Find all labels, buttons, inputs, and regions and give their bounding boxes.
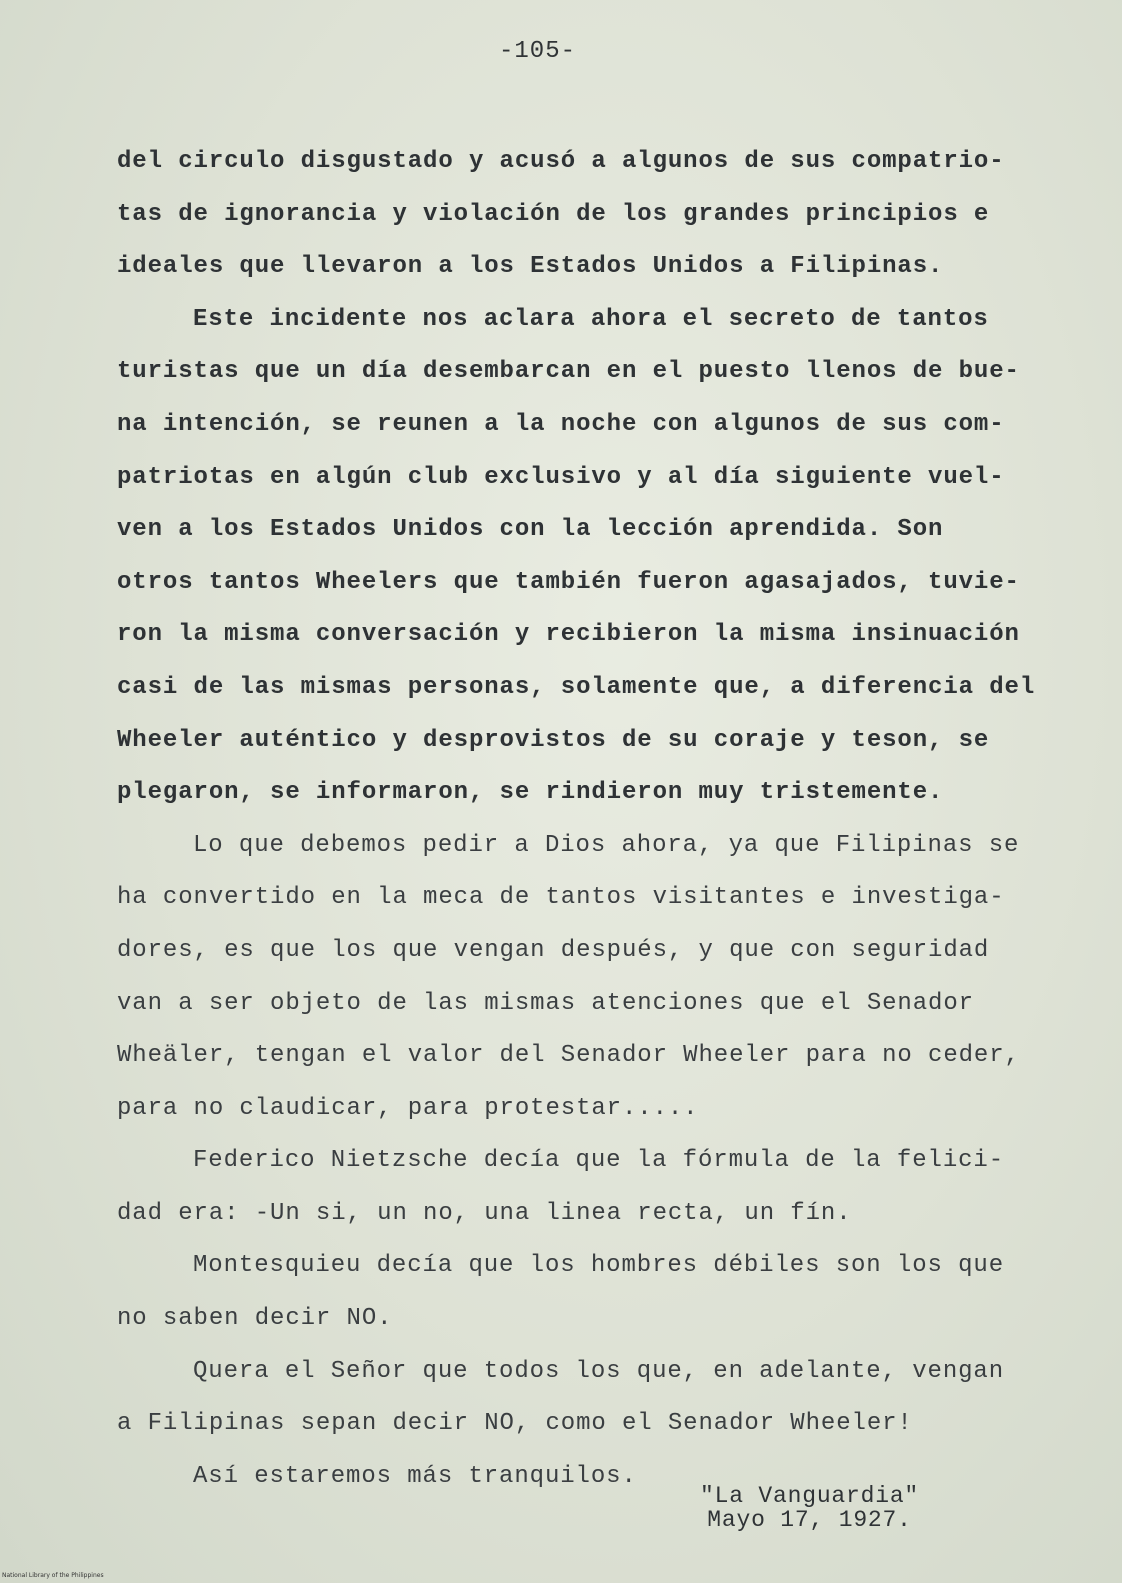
text-line: para no claudicar, para protestar..... — [117, 1094, 699, 1122]
text-line: van a ser objeto de las mismas atenciones que el Senador — [117, 989, 974, 1017]
text-line: Wheeler auténtico y desprovistos de su coraje y teson, se — [117, 726, 990, 754]
text-line: ven a los Estados Unidos con la lección aprendida. Son — [117, 516, 944, 544]
paragraph-start-line: Quera el Señor que todos los que, en adelante, vengan — [193, 1357, 1005, 1385]
text-line: no saben decir NO. — [117, 1305, 393, 1333]
text-line: na intención, se reunen a la noche con algunos de sus com- — [117, 410, 1005, 438]
document-body — [117, 144, 1057, 1511]
text-line: dad era: -Un si, un no, una linea recta, un fín. — [117, 1199, 852, 1227]
text-line: ideales que llevaron a los Estados Unidos a Filipinas. — [117, 253, 944, 281]
page-number: -105- — [498, 38, 576, 65]
text-line: plegaron, se informaron, se rindieron muy tristemente. — [117, 779, 944, 807]
text-line: a Filipinas sepan decir NO, como el Senador Wheeler! — [117, 1410, 913, 1438]
text-line: ron la misma conversación y recibieron la misma insinuación — [117, 621, 1020, 649]
text-line: dores, es que los que vengan después, y que con seguridad — [117, 936, 990, 964]
publication-date: Mayo 17, 1927. — [707, 1507, 912, 1533]
text-line: turistas que un día desembarcan en el puesto llenos de bue- — [117, 358, 1020, 386]
text-line: patriotas en algún club exclusivo y al día siguiente vuel- — [117, 463, 1005, 491]
publication-name: "La Vanguardia" — [700, 1483, 920, 1509]
text-line: del circulo disgustado y acusó a algunos de sus compatrio- — [117, 148, 1005, 175]
text-line: otros tantos Wheelers que también fueron agasajados, tuvie- — [117, 568, 1020, 596]
text-line: casi de las mismas personas, solamente que, a diferencia del — [117, 673, 1036, 701]
library-credit: National Library of the Philippines — [2, 1572, 104, 1579]
paragraph-start-line: Montesquieu decía que los hombres débiles son los que — [193, 1252, 1005, 1280]
paragraph-start-line: Lo que debemos pedir a Dios ahora, ya que Filipinas se — [193, 831, 1020, 859]
source-signature — [700, 1484, 919, 1532]
text-line: ha convertido en la meca de tantos visitantes e investiga- — [117, 884, 1005, 912]
paragraph-start-line: Este incidente nos aclara ahora el secreto de tantos — [193, 305, 989, 333]
paragraph-start-line: Así estaremos más tranquilos. — [193, 1462, 637, 1490]
text-line: Wheäler, tengan el valor del Senador Wheeler para no ceder, — [117, 1042, 1020, 1070]
paragraph-start-line: Federico Nietzsche decía que la fórmula de la felici- — [193, 1147, 1005, 1175]
text-line: tas de ignorancia y violación de los grandes principios e — [117, 200, 990, 228]
